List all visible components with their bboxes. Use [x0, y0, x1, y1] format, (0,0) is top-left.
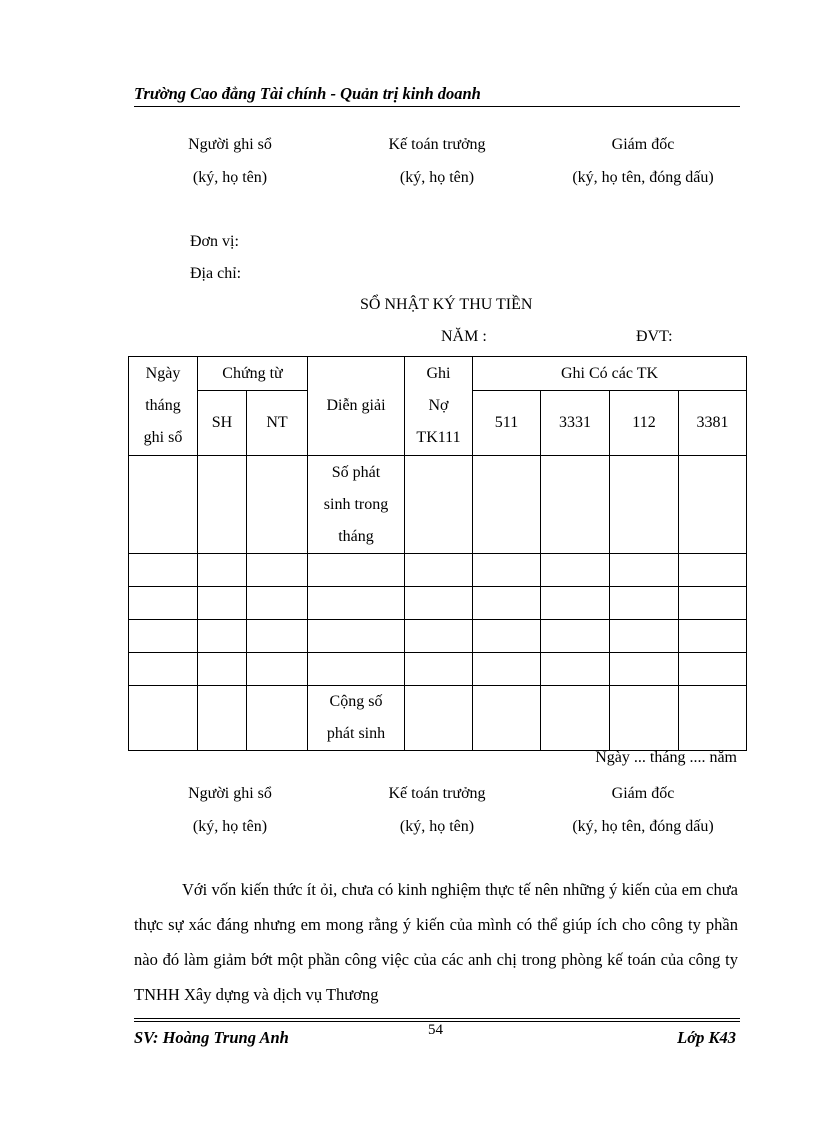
header-debit-cell: Ghi Nợ TK111 [405, 357, 473, 456]
page-number: 54 [428, 1022, 443, 1038]
signature-note: (ký, họ tên) [192, 818, 268, 835]
table-row [129, 620, 747, 653]
signature-role: Người ghi sổ [188, 136, 272, 153]
header-credit-cell: Ghi Có các TK [473, 357, 747, 391]
signature-note: (ký, họ tên) [399, 818, 475, 835]
header-sh-cell: SH [198, 391, 247, 456]
footer-rule [134, 1018, 740, 1019]
signature-role: Giám đốc [611, 136, 675, 153]
unit-label: Đơn vị: [190, 233, 239, 250]
signature-chief-accountant-bottom [362, 777, 512, 843]
year-label: NĂM : [441, 328, 487, 345]
header-rule [134, 106, 740, 107]
header-voucher-cell: Chứng từ [198, 357, 308, 391]
signature-chief-accountant-top [362, 128, 512, 194]
signature-role: Kế toán trưởng [388, 136, 486, 153]
total-arising-cell: Cộng số phát sinh [308, 686, 405, 751]
cash-receipts-journal-table [128, 356, 747, 751]
signature-recorder-bottom [160, 777, 300, 843]
header-title: Trường Cao đẳng Tài chính - Quản trị kinh doanh [134, 84, 481, 103]
signature-role: Người ghi sổ [188, 785, 272, 802]
table-row [129, 653, 747, 686]
signature-recorder-top [160, 128, 300, 194]
header-nt-cell: NT [247, 391, 308, 456]
signature-role: Giám đốc [611, 785, 675, 802]
signature-note: (ký, họ tên, đóng dấu) [572, 818, 714, 835]
body-paragraph: Với vốn kiến thức ít ỏi, chưa có kinh nghiệm thực tế nên những ý kiến của em chưa thực sự xác đáng nhưng em mong rằng ý kiến của mình có thể giúp ích cho công ty phần nào đó làm giảm bớt một phần công việc của các anh chị trong phòng kế toán của công ty TNHH Xây dựng và dịch vụ Thương [134, 880, 738, 1004]
signature-role: Kế toán trưởng [388, 785, 486, 802]
table-row [129, 587, 747, 620]
footer-class: Lớp K43 [677, 1028, 736, 1047]
table-row [129, 686, 747, 751]
table-row [129, 456, 747, 554]
signature-note: (ký, họ tên) [399, 169, 475, 186]
ledger-title: SỔ NHẬT KÝ THU TIỀN [360, 296, 533, 313]
address-label: Địa chỉ: [190, 265, 242, 282]
header-account-3331: 3331 [541, 391, 610, 456]
footer-student-name: SV: Hoàng Trung Anh [134, 1028, 289, 1047]
signature-note: (ký, họ tên, đóng dấu) [572, 169, 714, 186]
header-account-112: 112 [610, 391, 679, 456]
date-line: Ngày ... tháng .... năm [595, 749, 737, 766]
signature-director-top [548, 128, 738, 194]
arising-in-month-cell: Số phát sinh trong tháng [308, 456, 405, 554]
table-row [129, 554, 747, 587]
signature-director-bottom [548, 777, 738, 843]
header-account-511: 511 [473, 391, 541, 456]
header-date-cell: Ngày tháng ghi sổ [129, 357, 198, 456]
signature-note: (ký, họ tên) [192, 169, 268, 186]
header-account-3381: 3381 [679, 391, 747, 456]
header-description-cell: Diễn giải [308, 357, 405, 456]
unit-of-measure-label: ĐVT: [636, 328, 673, 345]
